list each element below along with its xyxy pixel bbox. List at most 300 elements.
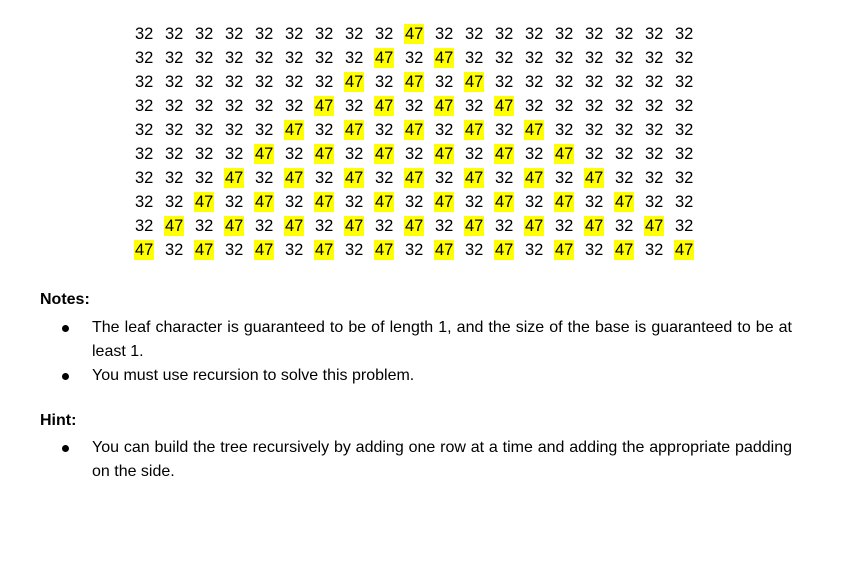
grid-cell-value: 47 bbox=[675, 241, 694, 259]
grid-cell-value: 32 bbox=[255, 73, 274, 91]
grid-cell bbox=[165, 120, 195, 140]
grid-cell-value: 32 bbox=[255, 169, 274, 187]
grid-cell bbox=[165, 192, 195, 212]
grid-cell bbox=[525, 120, 555, 140]
grid-cell-value: 32 bbox=[585, 121, 604, 139]
grid-cell-value: 32 bbox=[495, 121, 514, 139]
grid-cell bbox=[165, 216, 195, 236]
bullet-icon bbox=[62, 373, 69, 380]
grid-cell-value: 32 bbox=[285, 241, 304, 259]
grid-cell-value: 47 bbox=[255, 193, 274, 211]
grid-cell bbox=[645, 168, 675, 188]
grid-cell-value: 32 bbox=[135, 97, 154, 115]
grid-cell bbox=[555, 48, 585, 68]
grid-cell bbox=[405, 168, 435, 188]
grid-cell-value: 32 bbox=[315, 169, 334, 187]
grid-cell-value: 32 bbox=[135, 145, 154, 163]
grid-cell-value: 32 bbox=[195, 145, 214, 163]
grid-cell-value: 32 bbox=[255, 25, 274, 43]
grid-cell bbox=[255, 96, 285, 116]
grid-cell bbox=[225, 48, 255, 68]
grid-cell bbox=[465, 96, 495, 116]
notes-item-text: The leaf character is guaranteed to be of length 1, and the size of the base is guaranteed to be at least 1. bbox=[92, 319, 792, 360]
grid-cell bbox=[675, 24, 705, 44]
grid-cell-value: 32 bbox=[285, 97, 304, 115]
grid-cell bbox=[255, 192, 285, 212]
grid-cell-value: 32 bbox=[495, 73, 514, 91]
grid-cell-value: 32 bbox=[645, 121, 664, 139]
grid-cell-value: 32 bbox=[225, 145, 244, 163]
grid-cell bbox=[675, 192, 705, 212]
grid-cell bbox=[435, 240, 465, 260]
grid-cell bbox=[585, 192, 615, 212]
grid-cell-value: 32 bbox=[555, 97, 574, 115]
grid-cell bbox=[405, 240, 435, 260]
grid-cell bbox=[645, 72, 675, 92]
grid-cell-value: 32 bbox=[135, 193, 154, 211]
grid-cell-value: 47 bbox=[495, 241, 514, 259]
grid-cell-value: 47 bbox=[375, 241, 394, 259]
grid-cell bbox=[405, 48, 435, 68]
grid-cell-value: 32 bbox=[585, 25, 604, 43]
grid-cell bbox=[315, 216, 345, 236]
grid-cell-value: 47 bbox=[375, 49, 394, 67]
grid-cell bbox=[555, 216, 585, 236]
grid-cell bbox=[525, 240, 555, 260]
grid-cell-value: 32 bbox=[375, 217, 394, 235]
grid-cell bbox=[495, 72, 525, 92]
grid-cell-value: 32 bbox=[645, 73, 664, 91]
grid-cell-value: 47 bbox=[405, 121, 424, 139]
grid-cell bbox=[255, 48, 285, 68]
grid-cell bbox=[645, 24, 675, 44]
grid-cell bbox=[315, 240, 345, 260]
grid-cell bbox=[225, 96, 255, 116]
grid-cell bbox=[255, 168, 285, 188]
grid-cell bbox=[135, 240, 165, 260]
grid-cell-value: 47 bbox=[435, 241, 454, 259]
grid-cell bbox=[615, 168, 645, 188]
grid-cell-value: 47 bbox=[465, 121, 484, 139]
grid-cell bbox=[315, 144, 345, 164]
grid-cell bbox=[645, 96, 675, 116]
grid-cell-value: 32 bbox=[435, 217, 454, 235]
grid-cell-value: 32 bbox=[225, 97, 244, 115]
grid-cell-value: 32 bbox=[645, 49, 664, 67]
grid-cell bbox=[645, 216, 675, 236]
grid-cell-value: 47 bbox=[315, 241, 334, 259]
grid-cell bbox=[645, 120, 675, 140]
grid-cell-value: 32 bbox=[675, 49, 694, 67]
grid-cell-value: 32 bbox=[675, 121, 694, 139]
grid-cell bbox=[195, 144, 225, 164]
grid-cell bbox=[525, 96, 555, 116]
grid-cell bbox=[135, 24, 165, 44]
grid-cell-value: 32 bbox=[345, 193, 364, 211]
grid-cell-value: 32 bbox=[555, 121, 574, 139]
grid-cell-value: 32 bbox=[135, 217, 154, 235]
grid-cell bbox=[345, 48, 375, 68]
grid-cell-value: 47 bbox=[285, 169, 304, 187]
grid-cell-value: 32 bbox=[495, 217, 514, 235]
grid-cell-value: 32 bbox=[165, 49, 184, 67]
grid-cell-value: 47 bbox=[435, 145, 454, 163]
grid-cell-value: 32 bbox=[165, 193, 184, 211]
grid-cell bbox=[285, 120, 315, 140]
grid-cell-value: 32 bbox=[135, 121, 154, 139]
grid-cell-value: 32 bbox=[585, 97, 604, 115]
grid-cell-value: 47 bbox=[645, 217, 664, 235]
grid-cell bbox=[645, 192, 675, 212]
grid-cell bbox=[345, 240, 375, 260]
grid-cell-value: 47 bbox=[165, 217, 184, 235]
grid-cell-value: 32 bbox=[345, 25, 364, 43]
grid-cell-value: 32 bbox=[615, 49, 634, 67]
grid-cell bbox=[615, 72, 645, 92]
grid-cell-value: 32 bbox=[585, 145, 604, 163]
grid-cell bbox=[435, 192, 465, 212]
grid-cell bbox=[345, 72, 375, 92]
grid-cell bbox=[405, 96, 435, 116]
grid-cell bbox=[135, 168, 165, 188]
grid-cell-value: 47 bbox=[585, 169, 604, 187]
grid-cell-value: 32 bbox=[525, 97, 544, 115]
grid-cell bbox=[315, 48, 345, 68]
grid-cell bbox=[435, 120, 465, 140]
grid-cell-value: 47 bbox=[225, 217, 244, 235]
grid-cell-value: 32 bbox=[615, 97, 634, 115]
grid-cell-value: 47 bbox=[405, 169, 424, 187]
grid-cell-value: 47 bbox=[375, 97, 394, 115]
grid-cell-value: 47 bbox=[495, 193, 514, 211]
grid-cell bbox=[285, 72, 315, 92]
grid-cell-value: 32 bbox=[585, 73, 604, 91]
grid-cell bbox=[555, 240, 585, 260]
grid-cell bbox=[225, 216, 255, 236]
grid-cell-value: 32 bbox=[255, 217, 274, 235]
bullet-icon bbox=[62, 325, 69, 332]
notes-list bbox=[62, 316, 792, 388]
grid-cell-value: 32 bbox=[225, 25, 244, 43]
grid-cell-value: 47 bbox=[255, 145, 274, 163]
grid-cell bbox=[585, 72, 615, 92]
grid-cell-value: 32 bbox=[645, 169, 664, 187]
grid-cell bbox=[465, 144, 495, 164]
grid-cell-value: 32 bbox=[555, 169, 574, 187]
grid-cell bbox=[225, 168, 255, 188]
grid-cell bbox=[345, 168, 375, 188]
grid-cell bbox=[675, 240, 705, 260]
grid-cell-value: 32 bbox=[285, 73, 304, 91]
grid-cell-value: 32 bbox=[135, 169, 154, 187]
grid-cell bbox=[465, 24, 495, 44]
grid-cell bbox=[615, 144, 645, 164]
grid-cell bbox=[435, 144, 465, 164]
grid-cell bbox=[165, 240, 195, 260]
grid-cell-value: 32 bbox=[225, 49, 244, 67]
grid-cell-value: 32 bbox=[675, 97, 694, 115]
grid-cell bbox=[675, 48, 705, 68]
grid-cell-value: 32 bbox=[525, 241, 544, 259]
grid-cell-value: 47 bbox=[465, 169, 484, 187]
grid-cell bbox=[435, 216, 465, 236]
grid-cell-value: 47 bbox=[315, 193, 334, 211]
grid-cell bbox=[495, 192, 525, 212]
grid-cell bbox=[495, 48, 525, 68]
grid-cell-value: 32 bbox=[345, 241, 364, 259]
grid-cell-value: 32 bbox=[615, 217, 634, 235]
grid-cell bbox=[135, 120, 165, 140]
grid-cell-value: 47 bbox=[435, 49, 454, 67]
grid-cell-value: 32 bbox=[165, 241, 184, 259]
grid-cell-value: 47 bbox=[615, 193, 634, 211]
grid-cell-value: 32 bbox=[675, 169, 694, 187]
grid-cell-value: 32 bbox=[525, 25, 544, 43]
grid-cell bbox=[435, 96, 465, 116]
grid-cell bbox=[525, 216, 555, 236]
grid-cell bbox=[405, 144, 435, 164]
grid-cell-value: 47 bbox=[285, 217, 304, 235]
grid-cell bbox=[165, 48, 195, 68]
grid-cell bbox=[135, 96, 165, 116]
grid-cell-value: 32 bbox=[495, 25, 514, 43]
grid-cell bbox=[345, 144, 375, 164]
grid-cell bbox=[525, 192, 555, 212]
grid-cell-value: 32 bbox=[195, 25, 214, 43]
grid-cell-value: 32 bbox=[315, 25, 334, 43]
grid-cell-value: 32 bbox=[645, 241, 664, 259]
grid-cell-value: 32 bbox=[345, 49, 364, 67]
grid-cell bbox=[675, 120, 705, 140]
grid-cell bbox=[465, 192, 495, 212]
grid-cell bbox=[315, 168, 345, 188]
grid-cell bbox=[465, 168, 495, 188]
grid-cell bbox=[375, 144, 405, 164]
notes-item bbox=[62, 316, 792, 364]
grid-cell-value: 32 bbox=[165, 97, 184, 115]
grid-cell bbox=[525, 72, 555, 92]
grid-cell bbox=[375, 192, 405, 212]
grid-cell-value: 47 bbox=[405, 25, 424, 43]
grid-cell-value: 47 bbox=[345, 121, 364, 139]
grid-cell-value: 32 bbox=[195, 97, 214, 115]
grid-cell bbox=[315, 192, 345, 212]
grid-cell-value: 32 bbox=[495, 169, 514, 187]
grid-cell-value: 32 bbox=[585, 49, 604, 67]
grid-cell bbox=[195, 96, 225, 116]
grid-cell bbox=[165, 96, 195, 116]
grid-cell bbox=[165, 24, 195, 44]
grid-cell bbox=[285, 216, 315, 236]
grid-cell bbox=[225, 120, 255, 140]
grid-cell-value: 32 bbox=[195, 217, 214, 235]
grid-cell bbox=[435, 48, 465, 68]
grid-cell-value: 32 bbox=[285, 25, 304, 43]
bullet-icon bbox=[62, 445, 69, 452]
grid-cell-value: 32 bbox=[375, 73, 394, 91]
grid-cell bbox=[375, 168, 405, 188]
grid-cell-value: 32 bbox=[675, 145, 694, 163]
grid-cell-value: 32 bbox=[135, 73, 154, 91]
grid-cell bbox=[465, 120, 495, 140]
grid-cell-value: 32 bbox=[615, 121, 634, 139]
grid-cell bbox=[225, 144, 255, 164]
notes-heading: Notes: bbox=[40, 291, 90, 308]
grid-cell bbox=[495, 144, 525, 164]
grid-cell bbox=[285, 192, 315, 212]
grid-cell-value: 32 bbox=[375, 121, 394, 139]
grid-cell bbox=[225, 24, 255, 44]
hint-item bbox=[62, 436, 792, 484]
grid-cell-value: 32 bbox=[555, 25, 574, 43]
grid-cell bbox=[135, 216, 165, 236]
grid-cell-value: 32 bbox=[315, 121, 334, 139]
grid-cell bbox=[315, 96, 345, 116]
grid-cell bbox=[555, 192, 585, 212]
grid-cell-value: 32 bbox=[225, 241, 244, 259]
grid-cell bbox=[495, 24, 525, 44]
grid-cell bbox=[615, 96, 645, 116]
grid-cell-value: 32 bbox=[555, 217, 574, 235]
grid-cell bbox=[315, 72, 345, 92]
grid-cell-value: 32 bbox=[645, 25, 664, 43]
grid-cell-value: 47 bbox=[525, 217, 544, 235]
grid-cell-value: 32 bbox=[225, 121, 244, 139]
grid-cell-value: 32 bbox=[645, 193, 664, 211]
notes-item-text: You must use recursion to solve this problem. bbox=[92, 367, 415, 384]
grid-cell-value: 47 bbox=[555, 145, 574, 163]
grid-cell-value: 47 bbox=[315, 145, 334, 163]
grid-cell-value: 32 bbox=[555, 73, 574, 91]
grid-cell bbox=[195, 72, 225, 92]
grid-cell-value: 32 bbox=[375, 25, 394, 43]
grid-cell-value: 32 bbox=[615, 73, 634, 91]
grid-cell-value: 32 bbox=[405, 49, 424, 67]
grid-cell-value: 32 bbox=[255, 49, 274, 67]
grid-cell-value: 32 bbox=[165, 25, 184, 43]
grid-cell-value: 32 bbox=[285, 49, 304, 67]
grid-cell bbox=[345, 192, 375, 212]
grid-cell bbox=[255, 120, 285, 140]
grid-cell-value: 47 bbox=[555, 193, 574, 211]
grid-cell bbox=[495, 96, 525, 116]
grid-cell-value: 32 bbox=[165, 145, 184, 163]
grid-cell bbox=[195, 216, 225, 236]
grid-cell-value: 32 bbox=[195, 49, 214, 67]
grid-cell bbox=[585, 144, 615, 164]
grid-cell-value: 47 bbox=[345, 169, 364, 187]
grid-cell-value: 47 bbox=[225, 169, 244, 187]
grid-cell bbox=[405, 216, 435, 236]
grid-cell-value: 32 bbox=[675, 73, 694, 91]
grid-cell bbox=[255, 240, 285, 260]
grid-cell-value: 32 bbox=[435, 121, 454, 139]
grid-cell bbox=[525, 48, 555, 68]
grid-cell bbox=[675, 168, 705, 188]
grid-cell bbox=[285, 144, 315, 164]
grid-cell bbox=[585, 96, 615, 116]
grid-cell bbox=[375, 240, 405, 260]
grid-cell-value: 32 bbox=[195, 169, 214, 187]
grid-cell-value: 47 bbox=[465, 73, 484, 91]
grid-cell bbox=[465, 48, 495, 68]
grid-cell bbox=[585, 240, 615, 260]
hint-item-text: You can build the tree recursively by adding one row at a time and adding the appropriate padding on the side. bbox=[92, 439, 792, 480]
grid-cell-value: 32 bbox=[195, 73, 214, 91]
grid-cell bbox=[555, 96, 585, 116]
grid-cell bbox=[345, 96, 375, 116]
grid-cell bbox=[555, 120, 585, 140]
grid-cell bbox=[135, 48, 165, 68]
grid-cell bbox=[495, 240, 525, 260]
grid-cell-value: 32 bbox=[195, 121, 214, 139]
grid-cell-value: 32 bbox=[645, 97, 664, 115]
grid-cell bbox=[195, 120, 225, 140]
grid-cell bbox=[615, 240, 645, 260]
grid-cell-value: 32 bbox=[525, 73, 544, 91]
grid-cell bbox=[525, 168, 555, 188]
grid-cell-value: 32 bbox=[525, 49, 544, 67]
grid-cell bbox=[615, 24, 645, 44]
grid-cell-value: 32 bbox=[675, 193, 694, 211]
grid-cell-value: 47 bbox=[345, 73, 364, 91]
grid-cell-value: 32 bbox=[465, 97, 484, 115]
grid-cell bbox=[375, 24, 405, 44]
grid-cell bbox=[285, 48, 315, 68]
grid-cell bbox=[615, 48, 645, 68]
grid-cell-value: 47 bbox=[405, 217, 424, 235]
grid-cell bbox=[525, 24, 555, 44]
grid-cell bbox=[465, 72, 495, 92]
grid-cell bbox=[435, 24, 465, 44]
hint-list bbox=[62, 436, 792, 484]
grid-cell-value: 32 bbox=[165, 121, 184, 139]
grid-cell bbox=[585, 120, 615, 140]
grid-cell bbox=[375, 120, 405, 140]
grid-cell bbox=[405, 192, 435, 212]
grid-cell bbox=[285, 96, 315, 116]
grid-cell bbox=[555, 72, 585, 92]
grid-cell-value: 32 bbox=[645, 145, 664, 163]
grid-cell-value: 47 bbox=[465, 217, 484, 235]
grid-cell-value: 32 bbox=[465, 25, 484, 43]
grid-cell bbox=[135, 144, 165, 164]
grid-cell bbox=[555, 168, 585, 188]
grid-cell bbox=[315, 24, 345, 44]
grid-cell-value: 47 bbox=[315, 97, 334, 115]
grid-cell-value: 47 bbox=[525, 121, 544, 139]
notes-item bbox=[62, 364, 792, 388]
grid-cell-value: 47 bbox=[375, 145, 394, 163]
grid-cell bbox=[405, 24, 435, 44]
grid-cell bbox=[135, 72, 165, 92]
grid-cell-value: 32 bbox=[405, 193, 424, 211]
grid-cell-value: 32 bbox=[345, 97, 364, 115]
grid-cell-value: 47 bbox=[495, 97, 514, 115]
grid-cell-value: 32 bbox=[615, 25, 634, 43]
grid-cell bbox=[285, 24, 315, 44]
grid-cell bbox=[645, 48, 675, 68]
grid-cell-value: 32 bbox=[465, 241, 484, 259]
grid-cell-value: 47 bbox=[195, 193, 214, 211]
grid-cell bbox=[195, 48, 225, 68]
grid-cell bbox=[465, 240, 495, 260]
grid-cell bbox=[615, 120, 645, 140]
grid-cell bbox=[525, 144, 555, 164]
grid-cell-value: 32 bbox=[495, 49, 514, 67]
grid-cell-value: 32 bbox=[315, 73, 334, 91]
grid-cell-value: 32 bbox=[585, 241, 604, 259]
